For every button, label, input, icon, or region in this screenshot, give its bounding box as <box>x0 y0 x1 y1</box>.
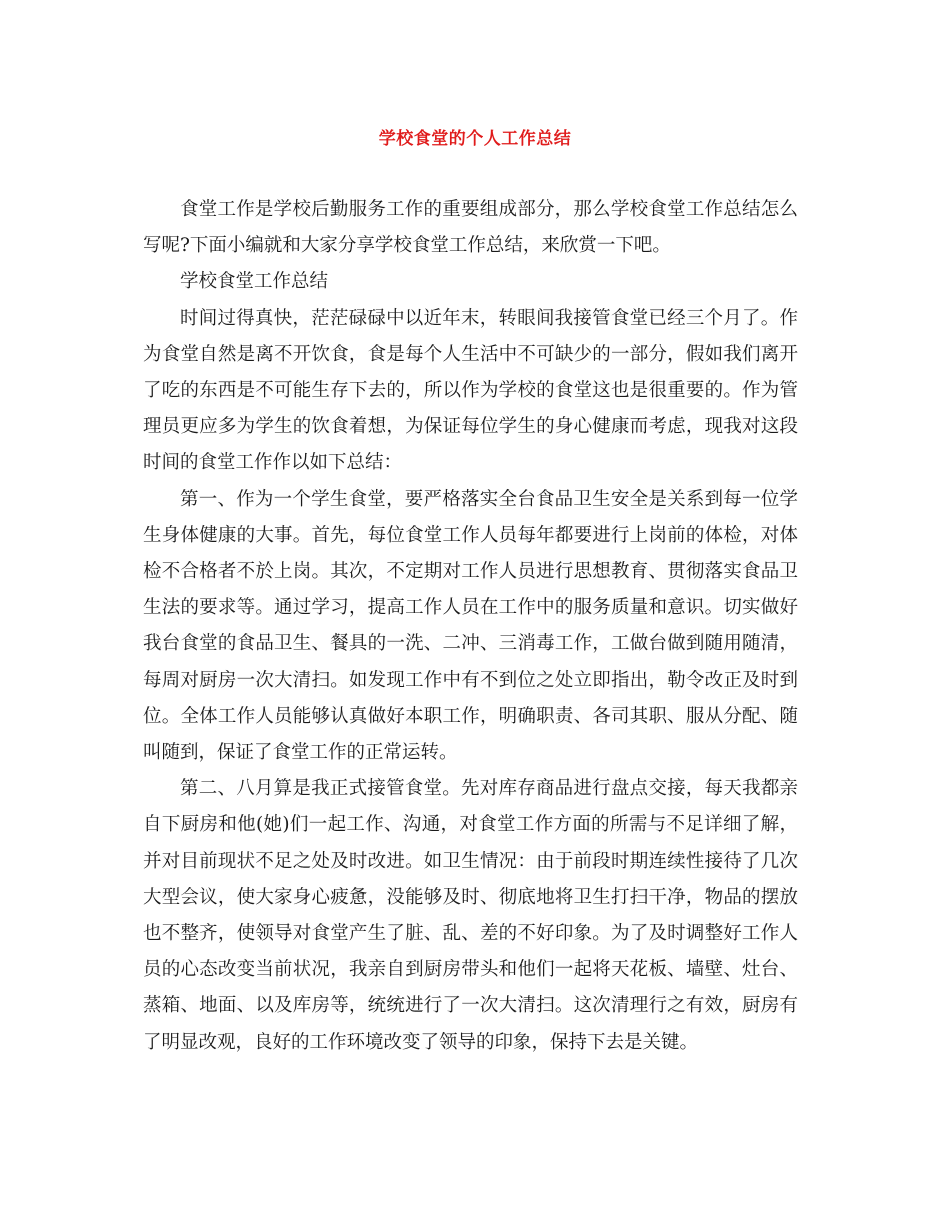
paragraph-intro: 食堂工作是学校后勤服务工作的重要组成部分，那么学校食堂工作总结怎么写呢?下面小编就和大家分享学校食堂工作总结，来欣赏一下吧。 <box>143 199 798 257</box>
document-title: 学校食堂的个人工作总结 <box>378 129 572 149</box>
document-body <box>143 192 798 1061</box>
paragraph-first-point: 第一、作为一个学生食堂，要严格落实全台食品卫生安全是关系到每一位学生身体健康的大事。首先，每位食堂工作人员每年都要进行上岗前的体检，对体检不合格者不於上岗。其次，不定期对工作人员进行思想教育、贯彻落实食品卫生法的要求等。通过学习，提高工作人员在工作中的服务质量和意识。切实做好我台食堂的食品卫生、餐具的一洗、二冲、三消毒工作，工做台做到随用随清，每周对厨房一次大清扫。如发现工作中有不到位之处立即指出，勒令改正及时到位。全体工作人员能够认真做好本职工作，明确职责、各司其职、服从分配、随叫随到，保证了食堂工作的正常运转。 <box>143 488 798 764</box>
paragraph-second-point: 第二、八月算是我正式接管食堂。先对库存商品进行盘点交接，每天我都亲自下厨房和他(她)们一起工作、沟通，对食堂工作方面的所需与不足详细了解，并对目前现状不足之处及时改进。如卫生情况：由于前段时期连续性接待了几次大型会议，使大家身心疲惫，没能够及时、彻底地将卫生打扫干净，物品的摆放也不整齐，使领导对食堂产生了脏、乱、差的不好印象。为了及时调整好工作人员的心态改变当前状况，我亲自到厨房带头和他们一起将天花板、墙壁、灶台、蒸箱、地面、以及库房等，统统进行了一次大清扫。这次清理行之有效，厨房有了明显改观，良好的工作环境改变了领导的印象，保持下去是关键。 <box>143 778 798 1053</box>
paragraph-subtitle: 学校食堂工作总结 <box>180 271 329 293</box>
paragraph-overview: 时间过得真快，茫茫碌碌中以近年末，转眼间我接管食堂已经三个月了。作为食堂自然是离不开饮食，食是每个人生活中不可缺少的一部分，假如我们离开了吃的东西是不可能生存下去的，所以作为学校的食堂这也是很重要的。作为管理员更应多为学生的饮食着想，为保证每位学生的身心健康而考虑，现我对这段时间的食堂工作作以如下总结： <box>143 307 798 474</box>
